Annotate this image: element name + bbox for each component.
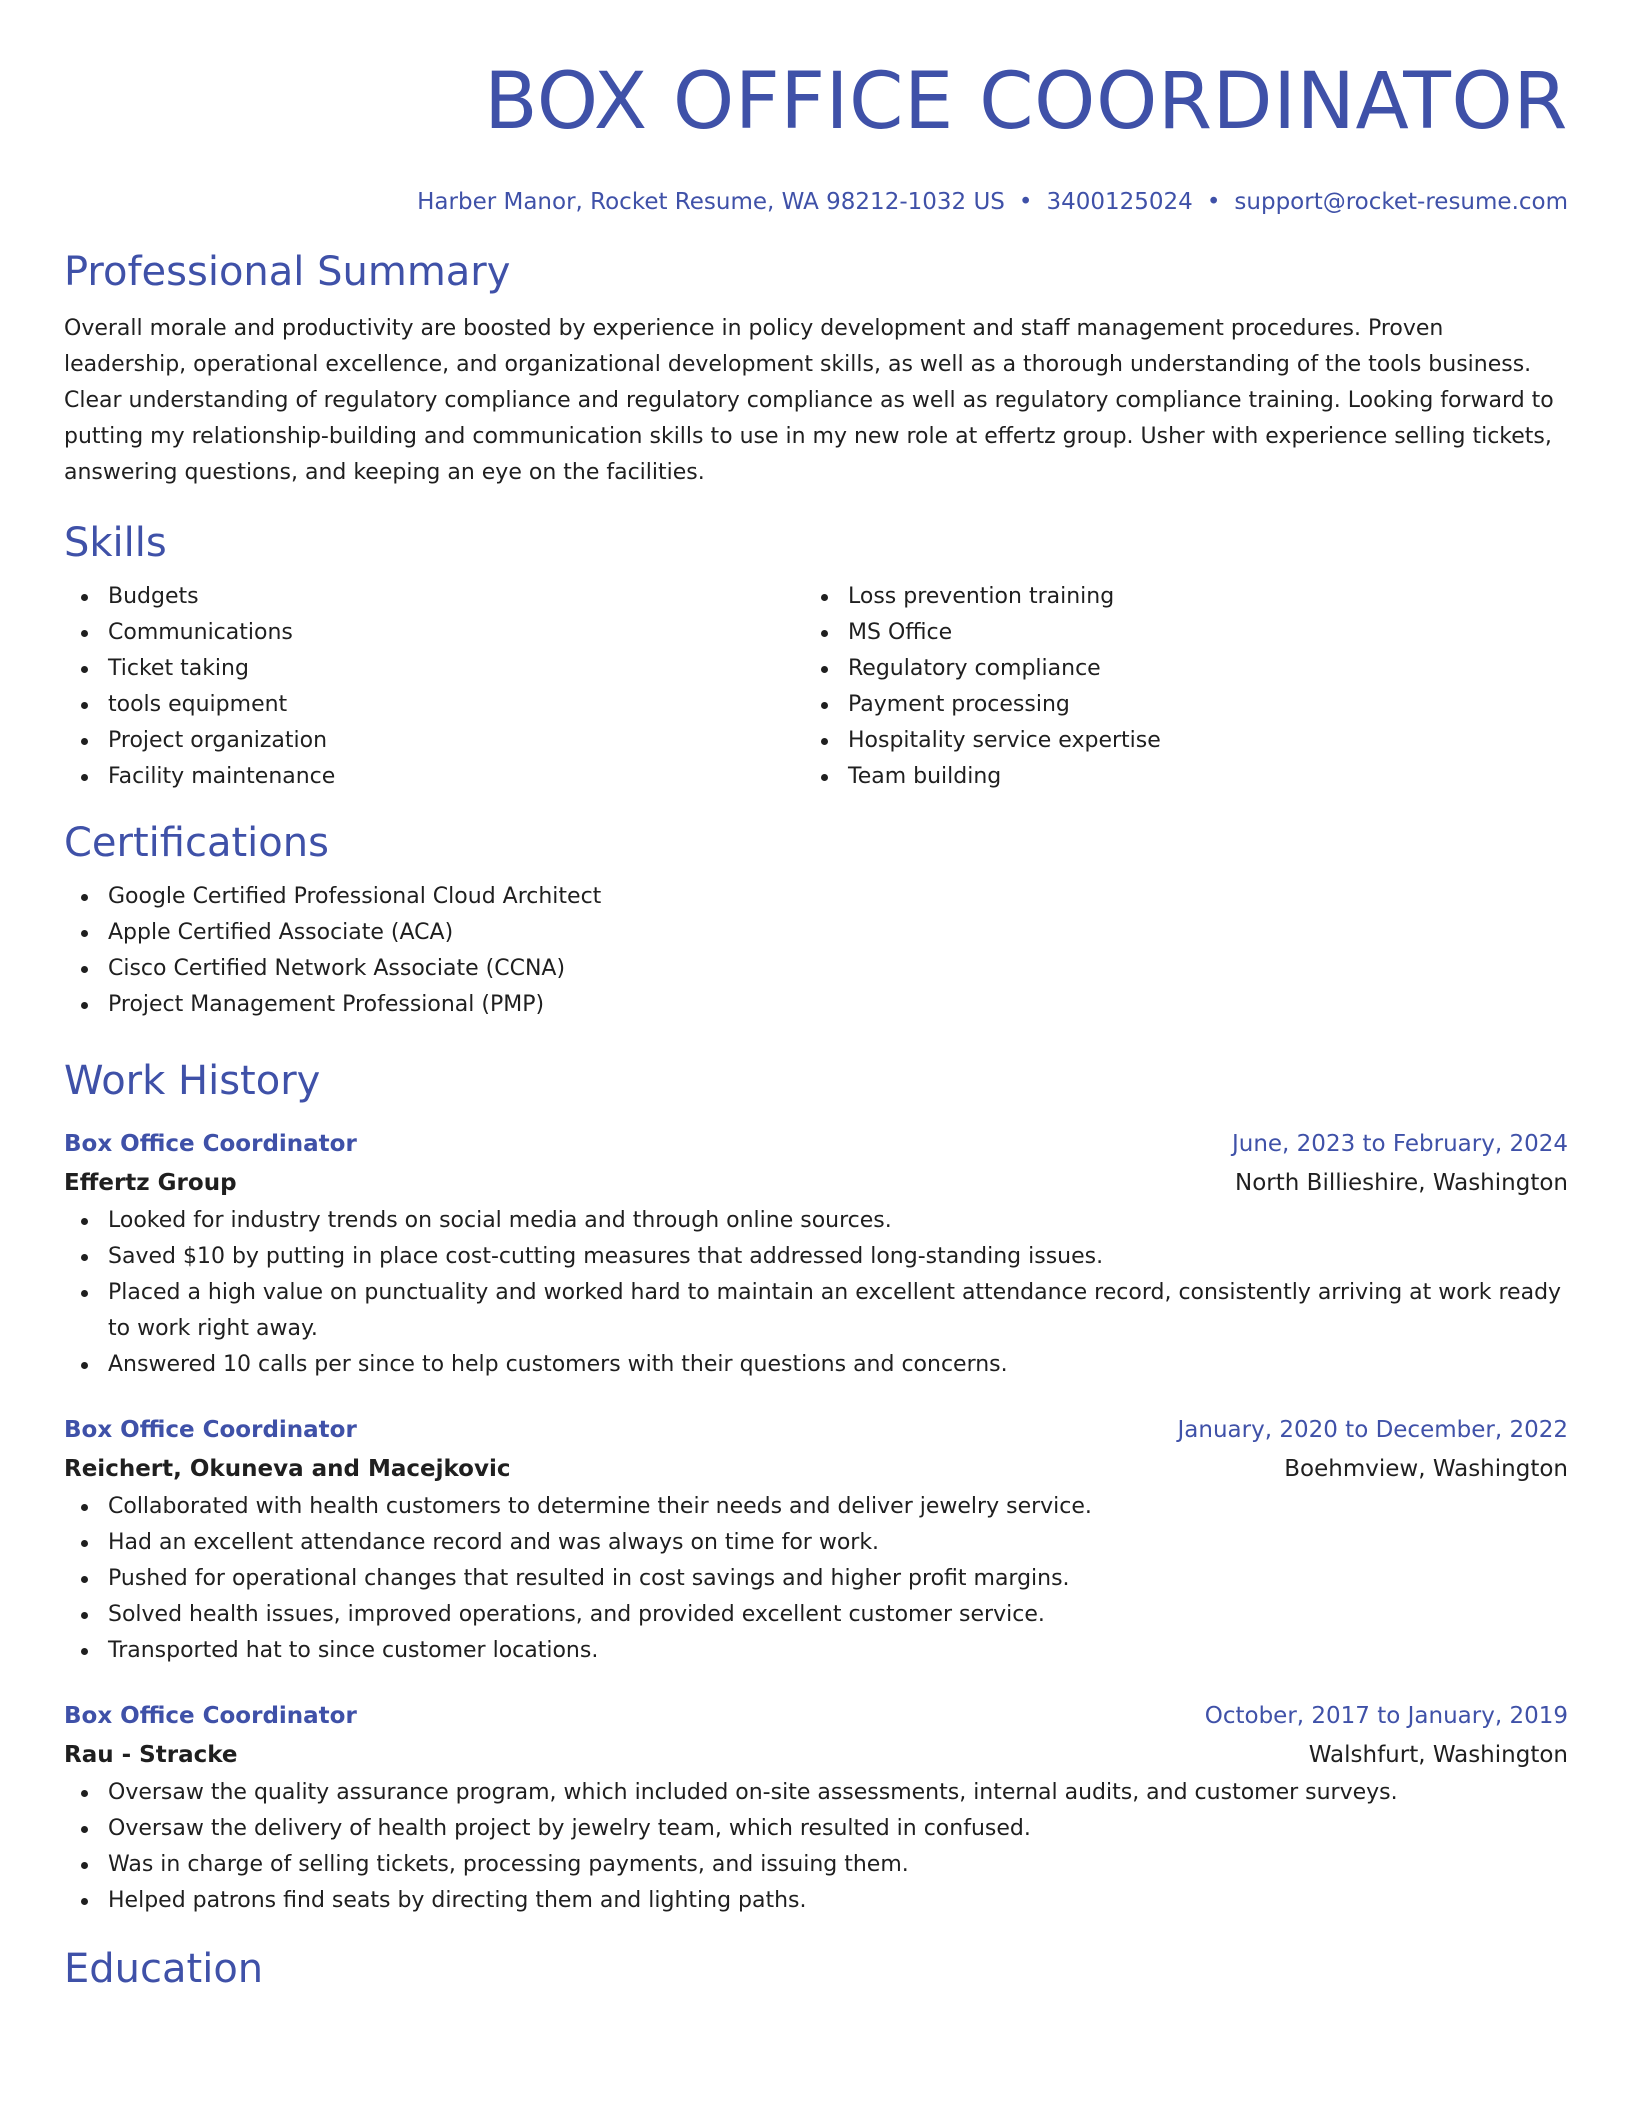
certification-item: Cisco Certified Network Associate (CCNA) [64, 951, 1568, 987]
job-bullet: Pushed for operational changes that resulted in cost savings and higher profit margins. [64, 1561, 1568, 1597]
skill-item: Project organization [64, 723, 804, 759]
job-bullet: Looked for industry trends on social media and through online sources. [64, 1203, 1568, 1239]
skill-item: Team building [804, 759, 1544, 795]
skill-item: Ticket taking [64, 651, 804, 687]
education-heading: Education [64, 1946, 264, 1992]
work-history-heading: Work History [64, 1058, 321, 1104]
contact-email[interactable]: support@rocket-resume.com [1234, 189, 1568, 215]
job-bullet: Collaborated with health customers to determine their needs and deliver jewelry service. [64, 1489, 1568, 1525]
job-title: Box Office Coordinator [64, 1417, 357, 1443]
job-header-row [64, 1125, 1568, 1163]
summary-text: Overall morale and productivity are boosted by experience in policy development and staff management procedures. Proven leadership, operational excellence, and organizational development skills, as well as a thorough understanding of the tools business. Clear understanding of regulatory compliance and regulatory compliance as well as regulatory compliance training. Looking forward to putting my relationship-building and communication skills to use in my new role at effertz group. Usher with experience selling tickets, answering questions, and keeping an eye on the facilities. [64, 316, 1554, 485]
contact-separator: • [1018, 189, 1033, 215]
skills-heading: Skills [64, 520, 167, 566]
job-bullet: Had an excellent attendance record and was always on time for work. [64, 1525, 1568, 1561]
contact-line [64, 186, 1568, 218]
job-dates: June, 2023 to February, 2024 [1231, 1131, 1568, 1157]
skill-item: Payment processing [804, 687, 1544, 723]
job-dates: January, 2020 to December, 2022 [1177, 1417, 1568, 1443]
skill-item: Budgets [64, 579, 804, 615]
job-company: Effertz Group [64, 1170, 237, 1196]
job-bullet: Oversaw the quality assurance program, which included on-site assessments, internal audits, and customer surveys. [64, 1775, 1568, 1811]
job-bullets [64, 1775, 1568, 1919]
skills-list-left [64, 579, 804, 795]
job-company: Reichert, Okuneva and Macejkovic [64, 1456, 511, 1482]
skill-item: Facility maintenance [64, 759, 804, 795]
skill-item: Regulatory compliance [804, 651, 1544, 687]
candidate-name: BOX OFFICE COORDINATOR [484, 57, 1568, 147]
job-bullet: Helped patrons find seats by directing them and lighting paths. [64, 1883, 1568, 1919]
certifications-list [64, 879, 1568, 1023]
job-title: Box Office Coordinator [64, 1131, 357, 1157]
certifications-heading: Certifications [64, 820, 329, 866]
job-header-row [64, 1697, 1568, 1735]
job-entry [64, 1697, 1568, 1919]
certification-item: Google Certified Professional Cloud Architect [64, 879, 1568, 915]
contact-separator: • [1206, 189, 1221, 215]
skills-grid [64, 579, 1568, 795]
job-header-row [64, 1411, 1568, 1449]
job-company-row [64, 1163, 1568, 1203]
certification-item: Apple Certified Associate (ACA) [64, 915, 1568, 951]
job-entry [64, 1411, 1568, 1669]
job-bullet: Transported hat to since customer locations. [64, 1633, 1568, 1669]
job-bullet: Was in charge of selling tickets, processing payments, and issuing them. [64, 1847, 1568, 1883]
job-bullet: Saved $10 by putting in place cost-cutting measures that addressed long-standing issues. [64, 1239, 1568, 1275]
job-bullet: Answered 10 calls per since to help customers with their questions and concerns. [64, 1347, 1568, 1383]
job-entry [64, 1125, 1568, 1383]
skill-item: MS Office [804, 615, 1544, 651]
skill-item: Loss prevention training [804, 579, 1544, 615]
skill-item: Communications [64, 615, 804, 651]
job-location: North Billieshire, Washington [1235, 1170, 1568, 1196]
job-bullet: Solved health issues, improved operations, and provided excellent customer service. [64, 1597, 1568, 1633]
job-bullet: Placed a high value on punctuality and worked hard to maintain an excellent attendance record, consistently arriving at work ready to work right away. [64, 1275, 1568, 1347]
skill-item: tools equipment [64, 687, 804, 723]
certification-item: Project Management Professional (PMP) [64, 987, 1568, 1023]
job-dates: October, 2017 to January, 2019 [1204, 1703, 1568, 1729]
contact-phone: 3400125024 [1046, 189, 1193, 215]
skill-item: Hospitality service expertise [804, 723, 1544, 759]
job-company: Rau - Stracke [64, 1742, 238, 1768]
job-title: Box Office Coordinator [64, 1703, 357, 1729]
job-bullet: Oversaw the delivery of health project by jewelry team, which resulted in confused. [64, 1811, 1568, 1847]
contact-address: Harber Manor, Rocket Resume, WA 98212-1032 US [417, 189, 1005, 215]
job-location: Walshfurt, Washington [1308, 1742, 1568, 1768]
skills-list-right [804, 579, 1544, 795]
job-company-row [64, 1735, 1568, 1775]
job-bullets [64, 1203, 1568, 1383]
job-company-row [64, 1449, 1568, 1489]
job-location: Boehmview, Washington [1284, 1456, 1568, 1482]
job-bullets [64, 1489, 1568, 1669]
summary-heading: Professional Summary [64, 249, 511, 295]
